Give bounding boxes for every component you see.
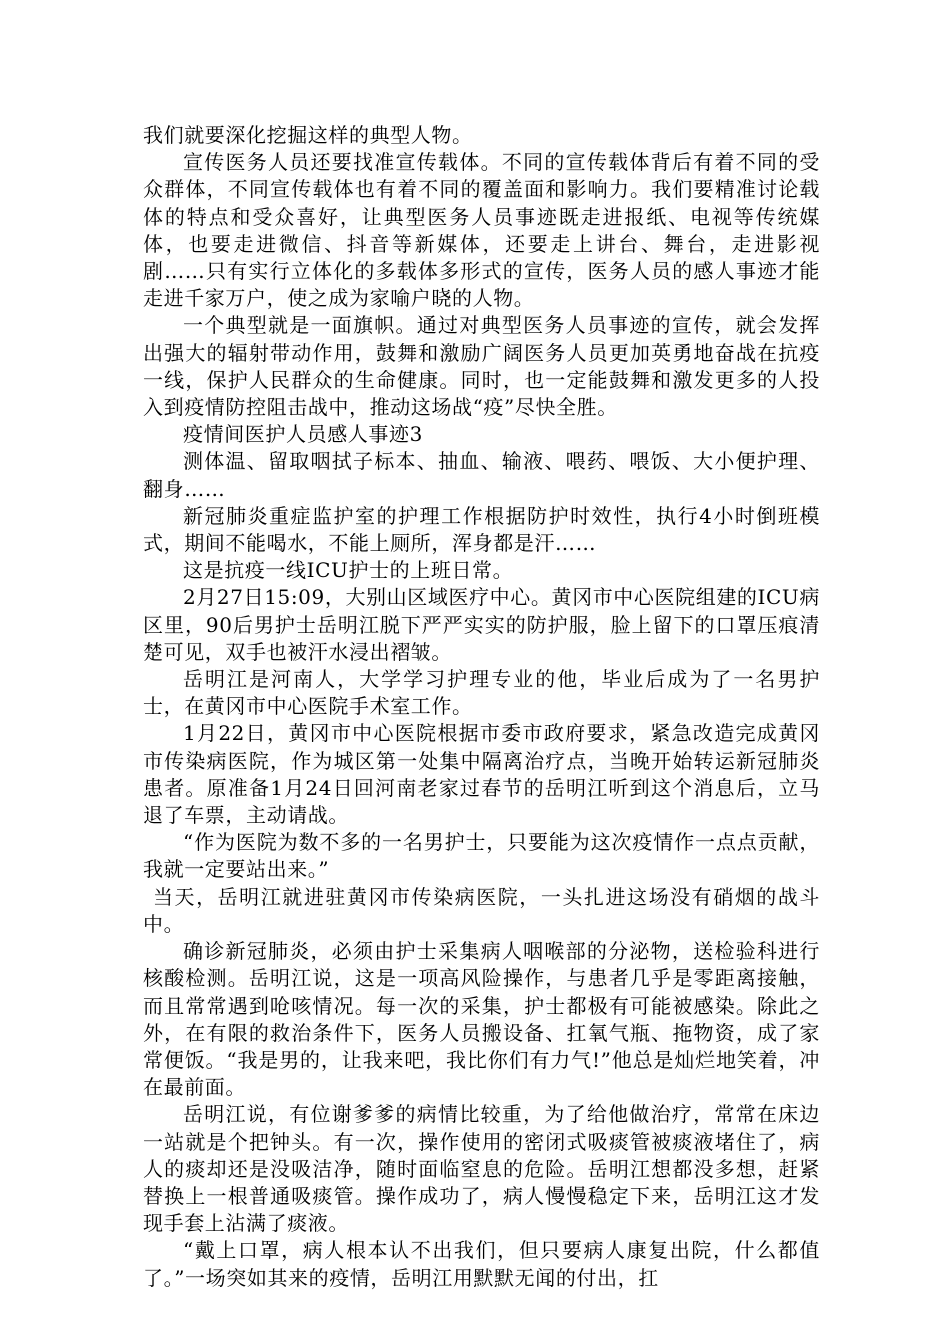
paragraph-2: 宣传医务人员还要找准宣传载体。不同的宣传载体背后有着不同的受众群体，不同宣传载体也有着不同的覆盖面和影响力。我们要精准讨论载体的特点和受众喜好，让典型医务人员事迹既走进报纸、电视等传统媒体，也要走进微信、抖音等新媒体，还要走上讲台、舞台，走进影视剧……只有实行立体化的多载体多形式的宣传，医务人员的感人事迹才能走进千家万户，使之成为家喻户晓的人物。 (143, 150, 820, 311)
paragraph-10: 1月22日，黄冈市中心医院根据市委市政府要求，紧急改造完成黄冈市传染病医院，作为城区第一处集中隔离治疗点，当晚开始转运新冠肺炎患者。原准备1月24日回河南老家过春节的岳明江听到这个消息后，立马退了车票，主动请战。 (143, 721, 820, 828)
paragraph-15: “戴上口罩，病人根本认不出我们，但只要病人康复出院，什么都值了。”一场突如其来的疫情，岳明江用默默无闻的付出，扛 (143, 1238, 820, 1290)
document-body (143, 122, 820, 1292)
paragraph-14: 岳明江说，有位谢爹爹的病情比较重，为了给他做治疗，常常在床边一站就是个把钟头。有一次，操作使用的密闭式吸痰管被痰液堵住了，病人的痰却还是没吸洁净，随时面临窒息的危险。岳明江想都没多想，赶紧替换上一根普通吸痰管。操作成功了，病人慢慢稳定下来，岳明江这才发现手套上沾满了痰液。 (143, 1102, 820, 1236)
paragraph-3: 一个典型就是一面旗帜。通过对典型医务人员事迹的宣传，就会发挥出强大的辐射带动作用，鼓舞和激励广阔医务人员更加英勇地奋战在抗疫一线，保护人民群众的生命健康。同时，也一定能鼓舞和激发更多的人投入到疫情防控阻击战中，推动这场战“疫”尽快全胜。 (143, 313, 820, 420)
paragraph-1: 我们就要深化挖掘这样的典型人物。 (143, 123, 473, 147)
paragraph-5: 测体温、留取咽拭子标本、抽血、输液、喂药、喂饭、大小便护理、翻身…… (143, 449, 820, 501)
section-heading: 疫情间医护人员感人事迹3 (183, 422, 423, 447)
paragraph-7: 这是抗疫一线ICU护士的上班日常。 (183, 558, 514, 583)
paragraph-11-quote: “作为医院为数不多的一名男护士，只要能为这次疫情作一点点贡献，我就一定要站出来。” (143, 830, 820, 882)
paragraph-12: 当天，岳明江就进驻黄冈市传染病医院，一头扎进这场没有硝烟的战斗中。 (143, 884, 820, 936)
paragraph-9: 岳明江是河南人，大学学习护理专业的他，毕业后成为了一名男护士，在黄冈市中心医院手术室工作。 (143, 667, 820, 719)
paragraph-13: 确诊新冠肺炎，必须由护士采集病人咽喉部的分泌物，送检验科进行核酸检测。岳明江说，这是一项高风险操作，与患者几乎是零距离接触，而且常常遇到呛咳情况。每一次的采集，护士都极有可能被感染。除此之外，在有限的救治条件下，医务人员搬设备、扛氧气瓶、拖物资，成了家常便饭。“我是男的，让我来吧，我比你们有力气!”他总是灿烂地笑着，冲在最前面。 (143, 939, 820, 1100)
paragraph-8: 2月27日15:09，大别山区域医疗中心。黄冈市中心医院组建的ICU病区里，90后男护士岳明江脱下严严实实的防护服，脸上留下的口罩压痕清楚可见，双手也被汗水浸出褶皱。 (143, 585, 820, 664)
paragraph-6: 新冠肺炎重症监护室的护理工作根据防护时效性，执行4小时倒班模式，期间不能喝水，不能上厕所，浑身都是汗…… (143, 503, 820, 556)
